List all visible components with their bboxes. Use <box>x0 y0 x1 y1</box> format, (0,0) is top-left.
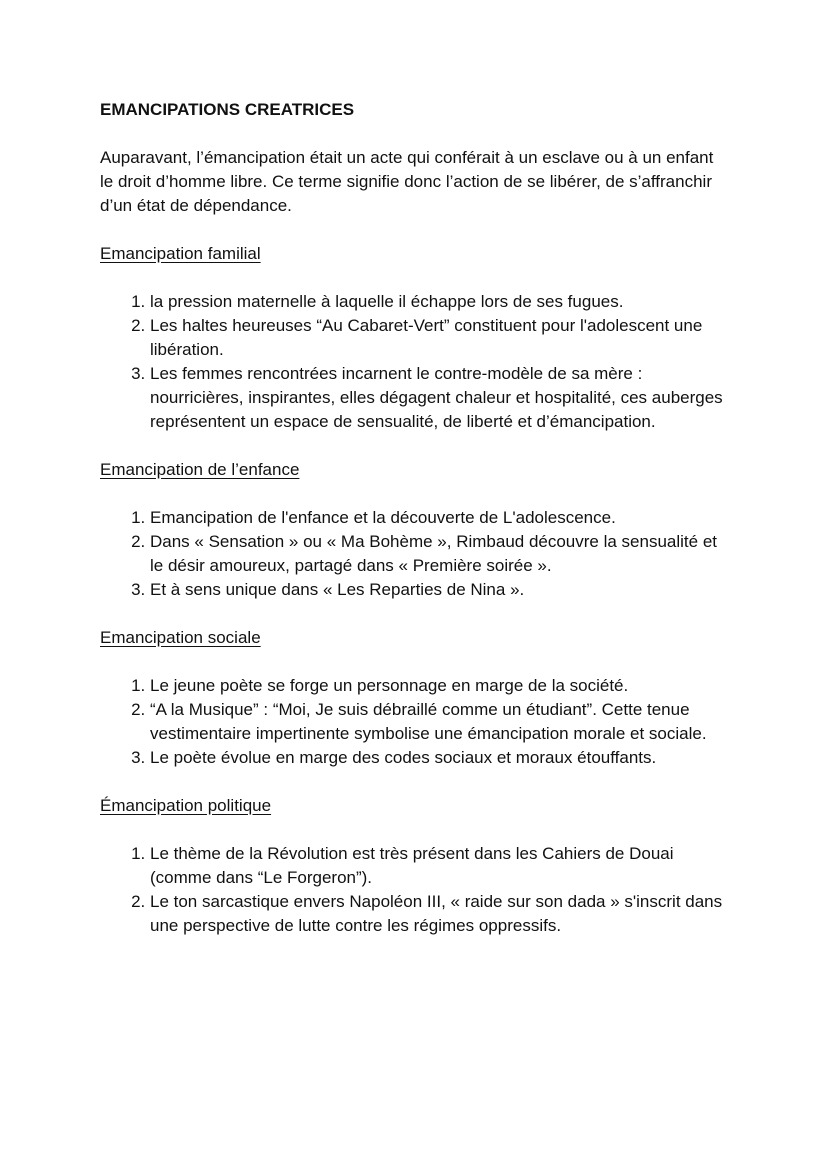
intro-paragraph: Auparavant, l’émancipation était un acte qui conférait à un esclave ou à un enfant le droit d’homme libre. Ce terme signifie donc l’action de se libérer, de s’affranchir d’un état de dépendance. <box>100 148 714 215</box>
section-familial <box>100 242 728 434</box>
numbered-list <box>100 842 728 938</box>
list-item: 3. Le poète évolue en marge des codes sociaux et moraux étouffants. <box>150 746 728 770</box>
list-item: 2. “A la Musique” : “Moi, Je suis débraillé comme un étudiant”. Cette tenue vestimentaire impertinente symbolise une émancipation morale et sociale. <box>150 698 728 746</box>
section-politique <box>100 794 728 938</box>
section-heading: Emancipation sociale <box>100 628 261 647</box>
list-item: 3. Les femmes rencontrées incarnent le contre-modèle de sa mère : nourricières, inspirantes, elles dégagent chaleur et hospitalité, ces auberges représentent un espace de sensualité, de liberté et d’émancipation. <box>150 362 728 434</box>
document-title: EMANCIPATIONS CREATRICES <box>100 100 355 119</box>
numbered-list <box>100 290 728 434</box>
list-item: 1. la pression maternelle à laquelle il échappe lors de ses fugues. <box>150 290 728 314</box>
section-sociale <box>100 626 728 770</box>
list-item: 2. Le ton sarcastique envers Napoléon III, « raide sur son dada » s'inscrit dans une perspective de lutte contre les régimes oppressifs. <box>150 890 728 938</box>
section-enfance <box>100 458 728 602</box>
list-item: 2. Dans « Sensation » ou « Ma Bohème », Rimbaud découvre la sensualité et le désir amoureux, partagé dans « Première soirée ». <box>150 530 728 578</box>
numbered-list <box>100 674 728 770</box>
list-item: 1. Le jeune poète se forge un personnage en marge de la société. <box>150 674 728 698</box>
list-item: 1. Le thème de la Révolution est très présent dans les Cahiers de Douai (comme dans “Le Forgeron”). <box>150 842 728 890</box>
list-item: 1. Emancipation de l'enfance et la découverte de L'adolescence. <box>150 506 728 530</box>
document-page <box>100 98 728 938</box>
list-item: 2. Les haltes heureuses “Au Cabaret-Vert” constituent pour l'adolescent une libération. <box>150 314 728 362</box>
section-heading: Émancipation politique <box>100 796 272 815</box>
list-item: 3. Et à sens unique dans « Les Reparties de Nina ». <box>150 578 728 602</box>
section-heading: Emancipation de l’enfance <box>100 460 300 479</box>
numbered-list <box>100 506 728 602</box>
section-heading: Emancipation familial <box>100 244 261 263</box>
